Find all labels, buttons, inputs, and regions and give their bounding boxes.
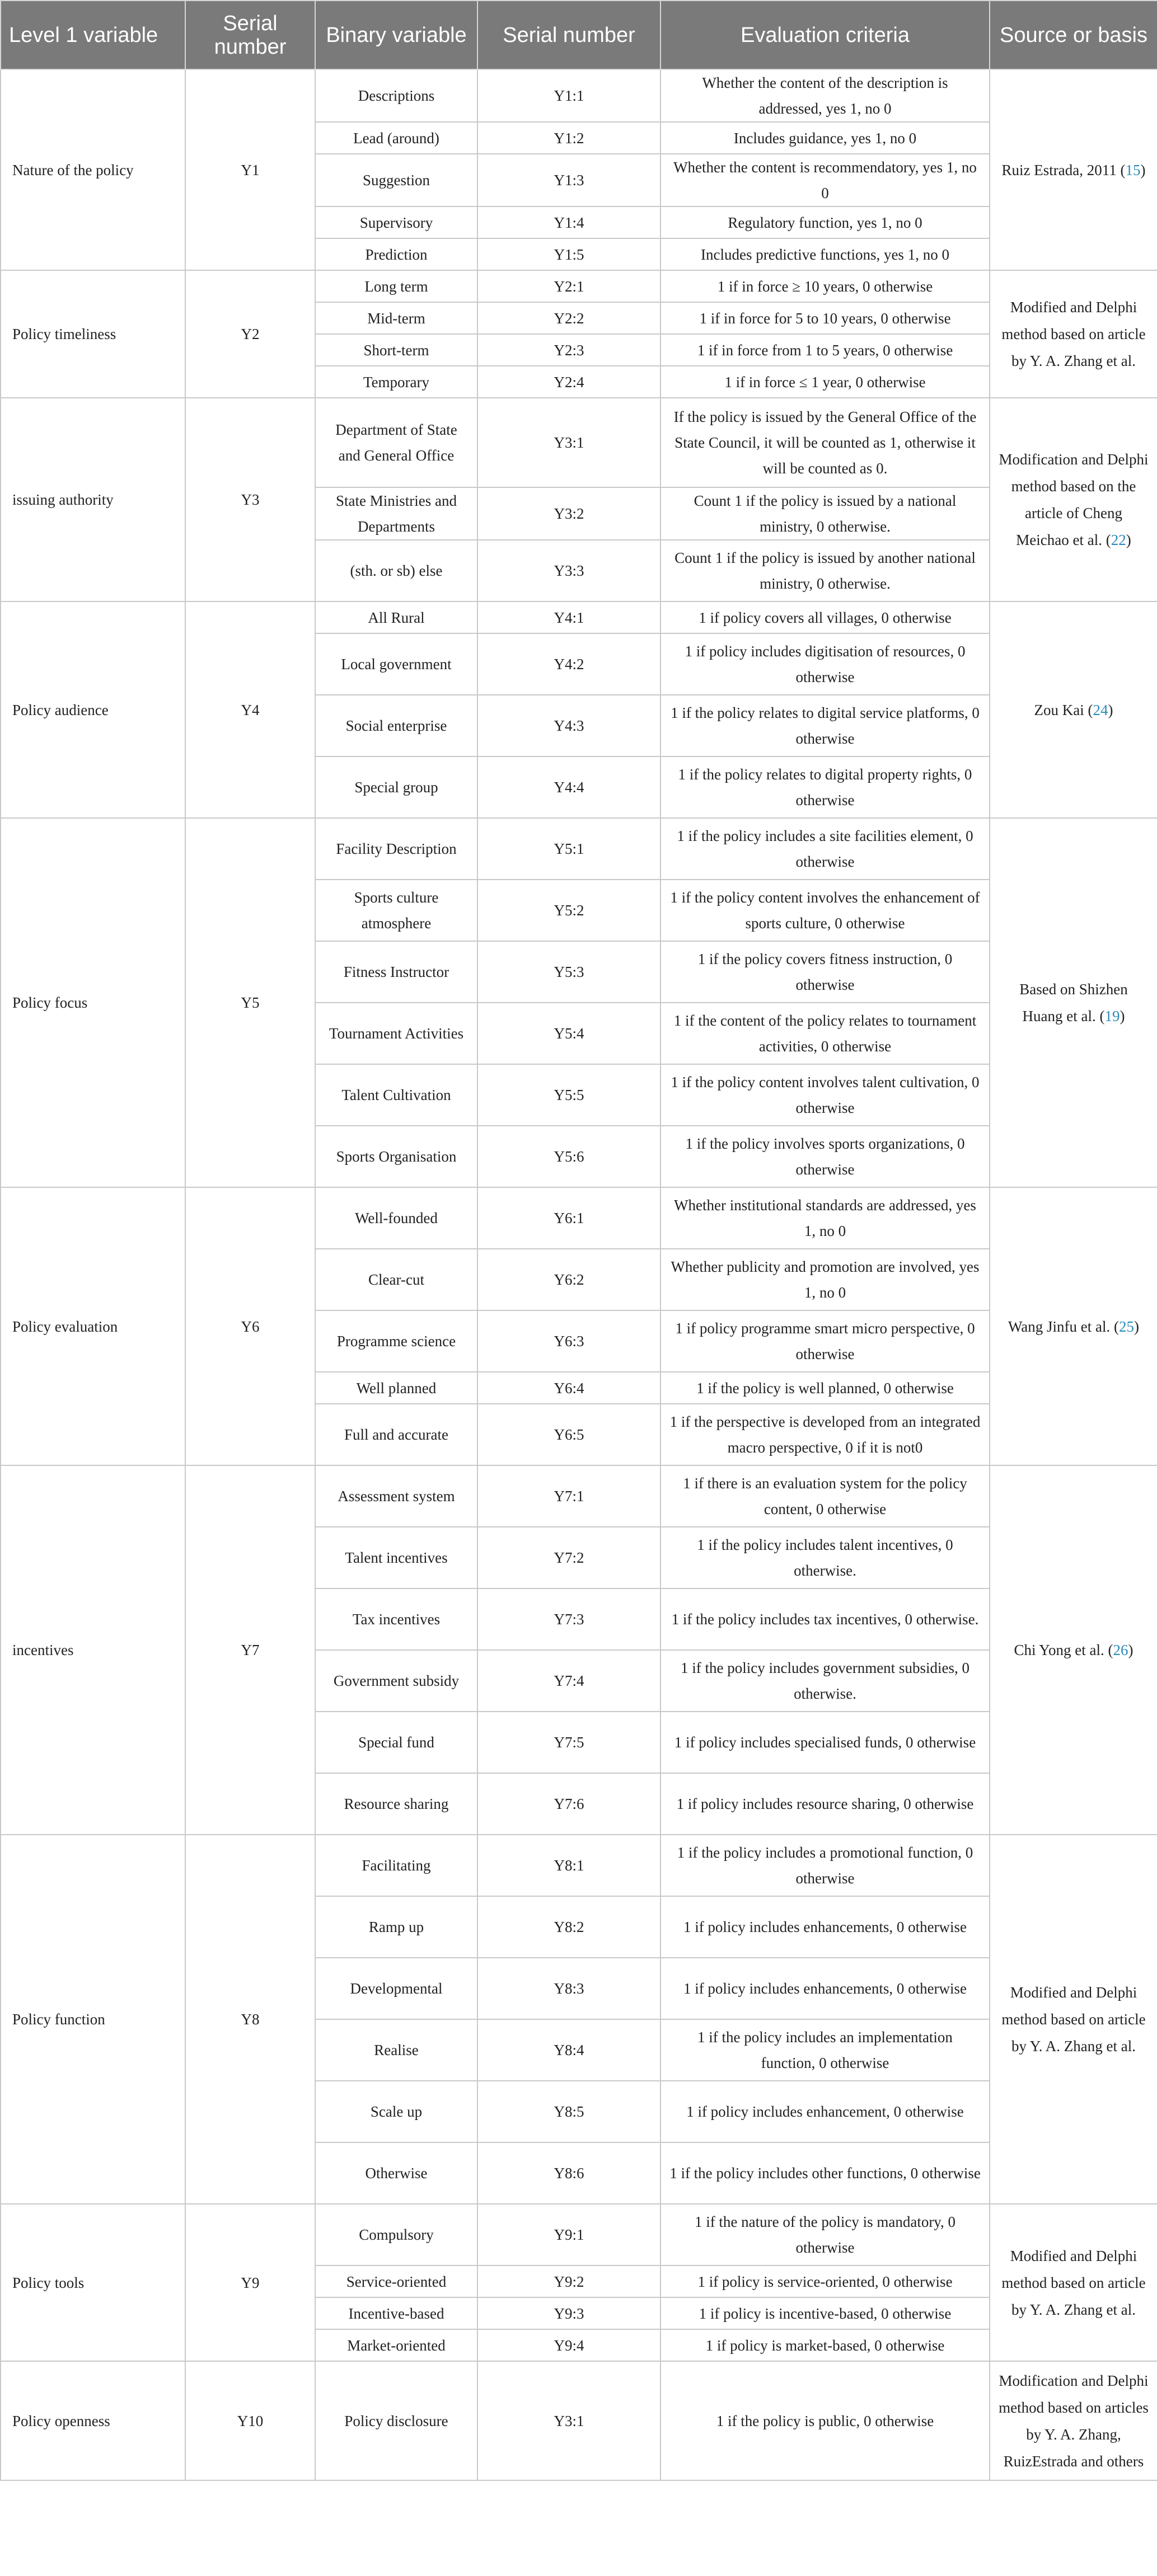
binary-variable-cell: Talent incentives [315,1527,477,1588]
evaluation-criteria-cell: 1 if in force ≥ 10 years, 0 otherwise [661,270,990,302]
sub-serial-number-cell: Y7:3 [477,1588,661,1650]
source-text: Modification and Delphi method based on the article of Cheng Meichao et al. ( [999,451,1149,548]
source-citation-link: 19 [1104,1008,1120,1024]
binary-variable-cell: Facilitating [315,1835,477,1896]
source-text: Wang Jinfu et al. ( [1008,1318,1119,1335]
serial-number-cell: Y5 [185,818,315,1187]
sub-serial-number-cell: Y9:2 [477,2265,661,2297]
evaluation-criteria-cell: 1 if in force for 5 to 10 years, 0 otherwise [661,302,990,334]
sub-serial-number-cell: Y6:2 [477,1249,661,1310]
binary-variable-cell: Long term [315,270,477,302]
binary-variable-cell: Ramp up [315,1896,477,1958]
header-sub-serial-number: Serial number [477,1,661,69]
binary-variable-cell: Mid-term [315,302,477,334]
evaluation-criteria-cell: 1 if the policy is public, 0 otherwise [661,2361,990,2480]
sub-serial-number-cell: Y2:2 [477,302,661,334]
level1-variable-cell: Policy timeliness [1,270,185,398]
evaluation-criteria-cell: 1 if there is an evaluation system for the policy content, 0 otherwise [661,1465,990,1527]
binary-variable-cell: Programme science [315,1310,477,1372]
evaluation-criteria-cell: 1 if policy is incentive-based, 0 otherwise [661,2297,990,2329]
sub-serial-number-cell: Y4:4 [477,756,661,818]
binary-variable-cell: Tournament Activities [315,1003,477,1064]
source-text: Chi Yong et al. ( [1014,1642,1113,1658]
source-basis-cell [990,2204,1157,2361]
level1-variable-cell: Policy focus [1,818,185,1187]
sub-serial-number-cell: Y5:2 [477,880,661,941]
sub-serial-number-cell: Y4:2 [477,633,661,695]
evaluation-criteria-cell: 1 if policy includes enhancements, 0 otherwise [661,1958,990,2019]
binary-variable-cell: Full and accurate [315,1404,477,1465]
header-evaluation-criteria: Evaluation criteria [661,1,990,69]
source-citation-link: 15 [1125,161,1141,178]
binary-variable-cell: Descriptions [315,69,477,122]
serial-number-cell: Y3 [185,398,315,601]
sub-serial-number-cell: Y8:3 [477,1958,661,2019]
sub-serial-number-cell: Y9:1 [477,2204,661,2265]
evaluation-criteria-cell: Whether institutional standards are addressed, yes 1, no 0 [661,1187,990,1249]
evaluation-criteria-cell: 1 if policy includes resource sharing, 0 otherwise [661,1773,990,1835]
evaluation-criteria-cell: 1 if the perspective is developed from an integrated macro perspective, 0 if it is not0 [661,1404,990,1465]
binary-variable-cell: Prediction [315,238,477,270]
binary-variable-cell: Special group [315,756,477,818]
binary-variable-cell: State Ministries and Departments [315,487,477,540]
evaluation-criteria-cell: 1 if the policy includes a promotional function, 0 otherwise [661,1835,990,1896]
sub-serial-number-cell: Y1:5 [477,238,661,270]
source-basis-cell [990,1465,1157,1835]
sub-serial-number-cell: Y8:1 [477,1835,661,1896]
evaluation-criteria-cell: Includes predictive functions, yes 1, no 0 [661,238,990,270]
binary-variable-cell: Market-oriented [315,2329,477,2361]
evaluation-criteria-cell: 1 if in force ≤ 1 year, 0 otherwise [661,366,990,398]
evaluation-criteria-cell: 1 if policy includes specialised funds, 0 otherwise [661,1712,990,1773]
evaluation-criteria-cell: 1 if policy is service-oriented, 0 otherwise [661,2265,990,2297]
sub-serial-number-cell: Y3:3 [477,540,661,601]
sub-serial-number-cell: Y1:2 [477,122,661,154]
level1-variable-cell: incentives [1,1465,185,1835]
evaluation-criteria-cell: 1 if policy covers all villages, 0 otherwise [661,601,990,633]
serial-number-cell: Y6 [185,1187,315,1465]
serial-number-cell: Y1 [185,69,315,270]
source-text-end: ) [1134,1318,1140,1335]
binary-variable-cell: Assessment system [315,1465,477,1527]
evaluation-criteria-cell: 1 if policy is market-based, 0 otherwise [661,2329,990,2361]
binary-variable-cell: Incentive-based [315,2297,477,2329]
evaluation-criteria-cell: 1 if policy programme smart micro perspective, 0 otherwise [661,1310,990,1372]
source-basis-cell [990,69,1157,270]
source-text: Modified and Delphi method based on article by Y. A. Zhang et al. [1001,1984,1146,2055]
evaluation-criteria-cell: Count 1 if the policy is issued by a national ministry, 0 otherwise. [661,487,990,540]
table-header-row [1,1,1157,69]
evaluation-criteria-cell: 1 if policy includes enhancement, 0 otherwise [661,2081,990,2142]
evaluation-criteria-cell: 1 if the policy includes talent incentives, 0 otherwise. [661,1527,990,1588]
source-text: Ruiz Estrada, 2011 ( [1001,161,1126,178]
evaluation-criteria-cell: 1 if the policy includes government subsidies, 0 otherwise. [661,1650,990,1712]
evaluation-criteria-cell: Whether the content of the description is addressed, yes 1, no 0 [661,69,990,122]
source-text: Modification and Delphi method based on articles by Y. A. Zhang, RuizEstrada and others [999,2372,1149,2470]
binary-variable-cell: Scale up [315,2081,477,2142]
header-serial-number: Serial number [185,1,315,69]
source-text-end: ) [1126,532,1131,548]
table-row [1,1187,1157,1249]
binary-variable-cell: Talent Cultivation [315,1064,477,1126]
sub-serial-number-cell: Y4:3 [477,695,661,756]
sub-serial-number-cell: Y7:2 [477,1527,661,1588]
source-basis-cell [990,601,1157,818]
level1-variable-cell: Policy openness [1,2361,185,2480]
evaluation-criteria-cell: Whether publicity and promotion are involved, yes 1, no 0 [661,1249,990,1310]
sub-serial-number-cell: Y9:3 [477,2297,661,2329]
evaluation-criteria-cell: 1 if the nature of the policy is mandatory, 0 otherwise [661,2204,990,2265]
sub-serial-number-cell: Y6:5 [477,1404,661,1465]
source-text-end: ) [1140,161,1146,178]
table-row [1,270,1157,302]
table-row [1,2361,1157,2480]
binary-variable-cell: Tax incentives [315,1588,477,1650]
table-row [1,818,1157,880]
evaluation-criteria-cell: Count 1 if the policy is issued by another national ministry, 0 otherwise. [661,540,990,601]
source-text: Modified and Delphi method based on article by Y. A. Zhang et al. [1001,2247,1146,2318]
binary-variable-cell: Clear-cut [315,1249,477,1310]
binary-variable-cell: Service-oriented [315,2265,477,2297]
table-body [1,69,1157,2480]
level1-variable-cell: Policy evaluation [1,1187,185,1465]
sub-serial-number-cell: Y2:3 [477,334,661,366]
source-citation-link: 26 [1113,1642,1128,1658]
sub-serial-number-cell: Y7:5 [477,1712,661,1773]
sub-serial-number-cell: Y3:1 [477,398,661,487]
sub-serial-number-cell: Y3:2 [477,487,661,540]
binary-variable-cell: All Rural [315,601,477,633]
table-row [1,1835,1157,1896]
sub-serial-number-cell: Y7:6 [477,1773,661,1835]
source-citation-link: 22 [1111,532,1126,548]
evaluation-criteria-cell: 1 if the policy relates to digital property rights, 0 otherwise [661,756,990,818]
sub-serial-number-cell: Y7:4 [477,1650,661,1712]
binary-variable-cell: Developmental [315,1958,477,2019]
source-basis-cell [990,1835,1157,2204]
evaluation-criteria-cell: Includes guidance, yes 1, no 0 [661,122,990,154]
binary-variable-cell: Compulsory [315,2204,477,2265]
header-binary-variable: Binary variable [315,1,477,69]
binary-variable-cell: Temporary [315,366,477,398]
source-text-end: ) [1108,701,1113,718]
binary-variable-cell: Otherwise [315,2142,477,2204]
source-basis-cell [990,270,1157,398]
table-row [1,1465,1157,1527]
sub-serial-number-cell: Y7:1 [477,1465,661,1527]
sub-serial-number-cell: Y1:4 [477,206,661,238]
header-source-basis: Source or basis [990,1,1157,69]
sub-serial-number-cell: Y5:4 [477,1003,661,1064]
binary-variable-cell: Sports Organisation [315,1126,477,1187]
binary-variable-cell: Resource sharing [315,1773,477,1835]
evaluation-criteria-cell: 1 if the policy relates to digital service platforms, 0 otherwise [661,695,990,756]
sub-serial-number-cell: Y8:4 [477,2019,661,2081]
level1-variable-cell: Policy tools [1,2204,185,2361]
source-citation-link: 25 [1119,1318,1135,1335]
evaluation-criteria-cell: 1 if policy includes digitisation of resources, 0 otherwise [661,633,990,695]
source-text: Based on Shizhen Huang et al. ( [1019,981,1128,1024]
binary-variable-cell: Government subsidy [315,1650,477,1712]
table-row [1,2204,1157,2265]
table-row [1,69,1157,122]
sub-serial-number-cell: Y8:6 [477,2142,661,2204]
binary-variable-cell: Realise [315,2019,477,2081]
evaluation-criteria-cell: 1 if the policy includes tax incentives, 0 otherwise. [661,1588,990,1650]
evaluation-criteria-cell: 1 if the policy involves sports organizations, 0 otherwise [661,1126,990,1187]
sub-serial-number-cell: Y2:1 [477,270,661,302]
binary-variable-cell: Fitness Instructor [315,941,477,1003]
evaluation-criteria-cell: 1 if the policy content involves the enhancement of sports culture, 0 otherwise [661,880,990,941]
sub-serial-number-cell: Y1:3 [477,154,661,206]
sub-serial-number-cell: Y5:1 [477,818,661,880]
sub-serial-number-cell: Y5:3 [477,941,661,1003]
binary-variable-cell: Well planned [315,1372,477,1404]
sub-serial-number-cell: Y5:5 [477,1064,661,1126]
table-row [1,601,1157,633]
binary-variable-cell: Local government [315,633,477,695]
sub-serial-number-cell: Y6:1 [477,1187,661,1249]
source-basis-cell [990,1187,1157,1465]
evaluation-criteria-cell: Whether the content is recommendatory, yes 1, no 0 [661,154,990,206]
source-basis-cell [990,818,1157,1187]
header-level1-variable: Level 1 variable [1,1,185,69]
evaluation-criteria-cell: If the policy is issued by the General Office of the State Council, it will be counted as 1, otherwise it will be counted as 0. [661,398,990,487]
sub-serial-number-cell: Y8:5 [477,2081,661,2142]
table-row [1,398,1157,487]
evaluation-criteria-cell: 1 if the policy content involves talent cultivation, 0 otherwise [661,1064,990,1126]
sub-serial-number-cell: Y9:4 [477,2329,661,2361]
source-text: Zou Kai ( [1034,701,1093,718]
source-basis-cell [990,398,1157,601]
evaluation-criteria-cell: 1 if policy includes enhancements, 0 otherwise [661,1896,990,1958]
binary-variable-cell: Suggestion [315,154,477,206]
sub-serial-number-cell: Y5:6 [477,1126,661,1187]
binary-variable-cell: Well-founded [315,1187,477,1249]
sub-serial-number-cell: Y1:1 [477,69,661,122]
level1-variable-cell: Policy audience [1,601,185,818]
source-citation-link: 24 [1093,701,1108,718]
sub-serial-number-cell: Y4:1 [477,601,661,633]
serial-number-cell: Y8 [185,1835,315,2204]
sub-serial-number-cell: Y3:1 [477,2361,661,2480]
sub-serial-number-cell: Y6:3 [477,1310,661,1372]
binary-variable-cell: Department of State and General Office [315,398,477,487]
serial-number-cell: Y4 [185,601,315,818]
evaluation-criteria-cell: 1 if the policy covers fitness instruction, 0 otherwise [661,941,990,1003]
sub-serial-number-cell: Y6:4 [477,1372,661,1404]
binary-variable-cell: Sports culture atmosphere [315,880,477,941]
binary-variable-cell: Policy disclosure [315,2361,477,2480]
binary-variable-cell: Social enterprise [315,695,477,756]
binary-variable-cell: Lead (around) [315,122,477,154]
level1-variable-cell: Nature of the policy [1,69,185,270]
binary-variable-cell: Supervisory [315,206,477,238]
evaluation-criteria-cell: 1 if the policy includes other functions, 0 otherwise [661,2142,990,2204]
serial-number-cell: Y9 [185,2204,315,2361]
source-basis-cell [990,2361,1157,2480]
binary-variable-cell: (sth. or sb) else [315,540,477,601]
evaluation-criteria-cell: Regulatory function, yes 1, no 0 [661,206,990,238]
binary-variable-cell: Facility Description [315,818,477,880]
evaluation-criteria-cell: 1 if the policy includes a site facilities element, 0 otherwise [661,818,990,880]
evaluation-criteria-cell: 1 if in force from 1 to 5 years, 0 otherwise [661,334,990,366]
source-text-end: ) [1119,1008,1125,1024]
source-text-end: ) [1128,1642,1133,1658]
sub-serial-number-cell: Y8:2 [477,1896,661,1958]
binary-variable-cell: Special fund [315,1712,477,1773]
evaluation-criteria-cell: 1 if the content of the policy relates to tournament activities, 0 otherwise [661,1003,990,1064]
serial-number-cell: Y2 [185,270,315,398]
level1-variable-cell: issuing authority [1,398,185,601]
evaluation-criteria-cell: 1 if the policy is well planned, 0 otherwise [661,1372,990,1404]
serial-number-cell: Y7 [185,1465,315,1835]
evaluation-criteria-cell: 1 if the policy includes an implementation function, 0 otherwise [661,2019,990,2081]
source-text: Modified and Delphi method based on article by Y. A. Zhang et al. [1001,299,1146,369]
sub-serial-number-cell: Y2:4 [477,366,661,398]
binary-variable-cell: Short-term [315,334,477,366]
level1-variable-cell: Policy function [1,1835,185,2204]
serial-number-cell: Y10 [185,2361,315,2480]
